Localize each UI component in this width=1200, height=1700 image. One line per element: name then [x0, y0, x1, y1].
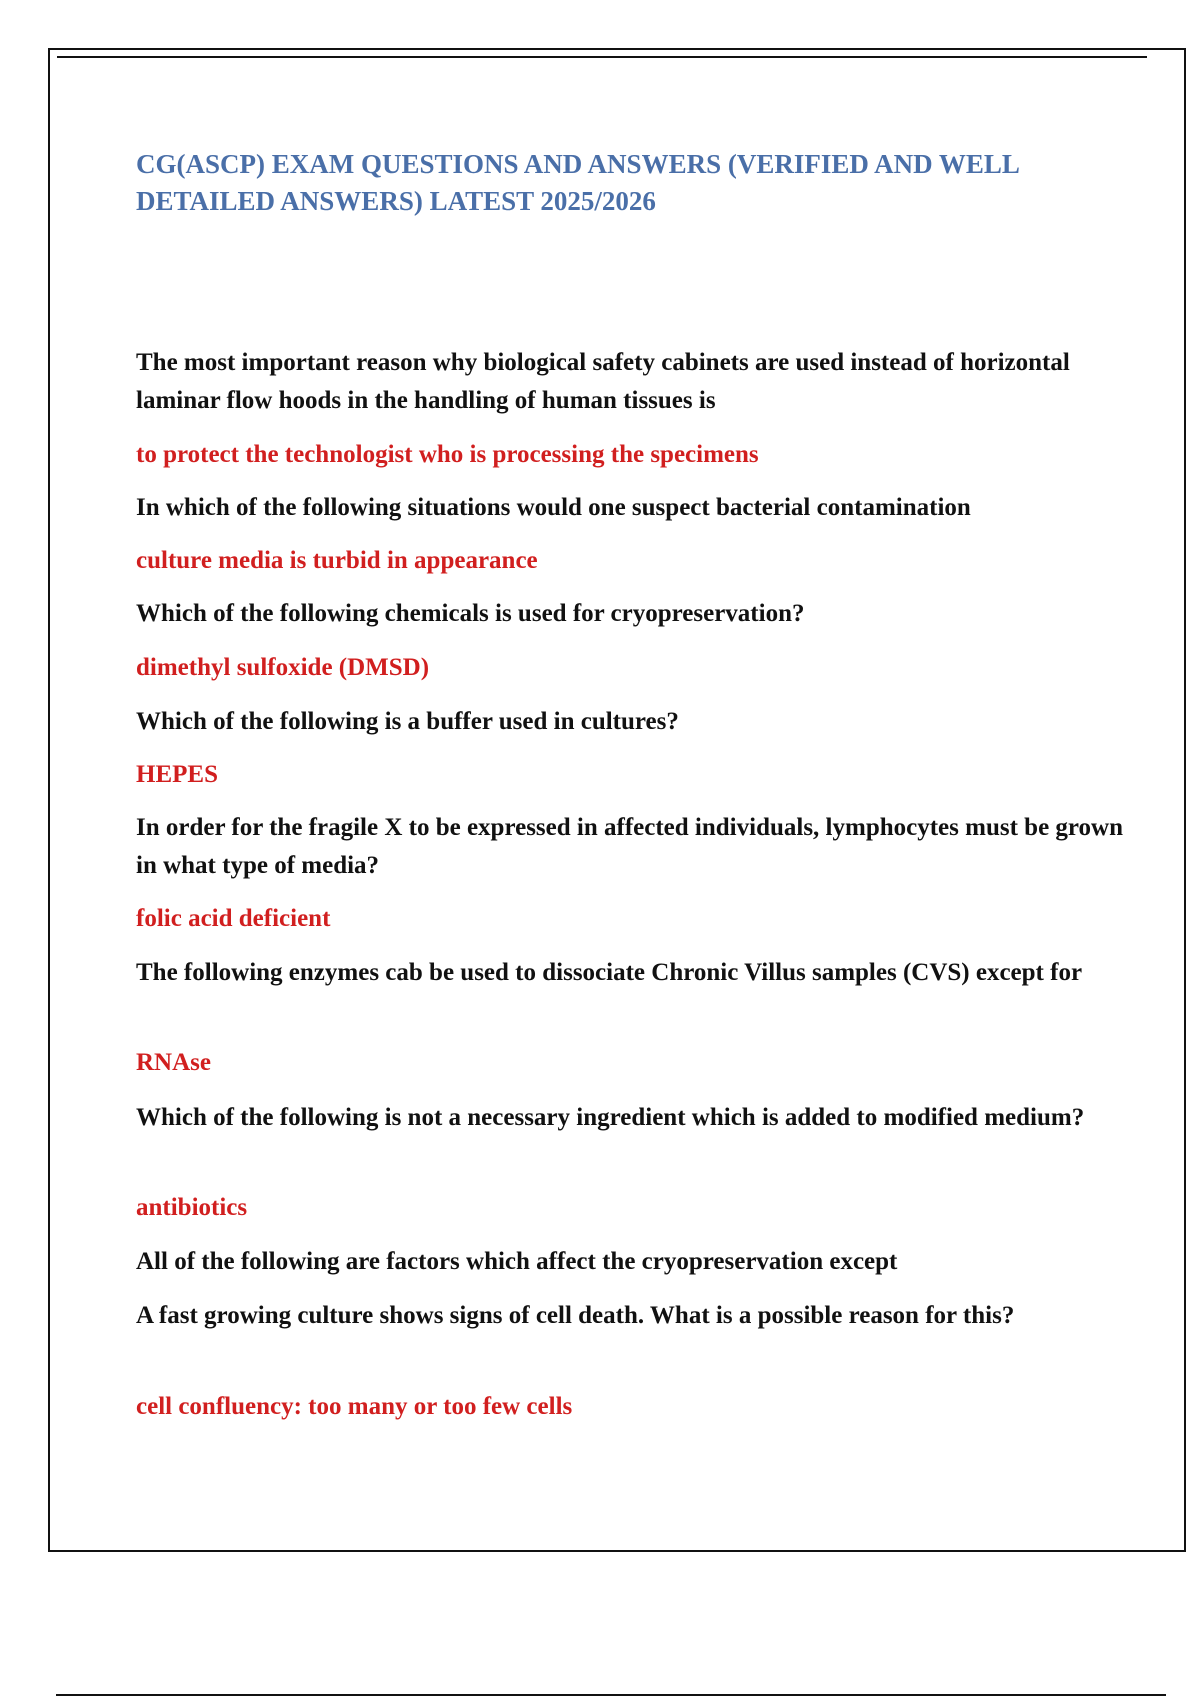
- question-4: Which of the following is a buffer used in cultures?: [136, 708, 679, 735]
- question-9: A fast growing culture shows signs of cell death. What is a possible reason for this?: [136, 1302, 1015, 1329]
- question-1: The most important reason why biological safety cabinets are used instead of horizontal laminar flow hoods in the handling of human tissues is: [136, 349, 1070, 414]
- answer-6: RNAse: [136, 1049, 211, 1076]
- answer-9: cell confluency: too many or too few cells: [136, 1393, 573, 1420]
- question-8: All of the following are factors which affect the cryopreservation except: [136, 1248, 898, 1275]
- question-6: The following enzymes cab be used to dissociate Chronic Villus samples (CVS) except for: [136, 959, 1083, 986]
- top-rule: [57, 56, 1147, 58]
- answer-2: culture media is turbid in appearance: [136, 547, 538, 574]
- answer-1: to protect the technologist who is processing the specimens: [136, 441, 759, 468]
- question-3: Which of the following chemicals is used for cryopreservation?: [136, 600, 805, 627]
- page-border: [48, 48, 1186, 1552]
- bottom-rule: [56, 1694, 1166, 1696]
- question-2: In which of the following situations would one suspect bacterial contamination: [136, 494, 971, 521]
- answer-4: HEPES: [136, 761, 218, 788]
- answer-5: folic acid deficient: [136, 905, 331, 932]
- question-5: In order for the fragile X to be expressed in affected individuals, lymphocytes must be grown in what type of media?: [136, 814, 1124, 879]
- document-title: CG(ASCP) EXAM QUESTIONS AND ANSWERS (VERIFIED AND WELL DETAILED ANSWERS) LATEST 2025/2026: [136, 149, 1019, 216]
- answer-7: antibiotics: [136, 1194, 248, 1221]
- answer-3: dimethyl sulfoxide (DMSD): [136, 654, 430, 681]
- question-7: Which of the following is not a necessary ingredient which is added to modified medium?: [136, 1104, 1085, 1131]
